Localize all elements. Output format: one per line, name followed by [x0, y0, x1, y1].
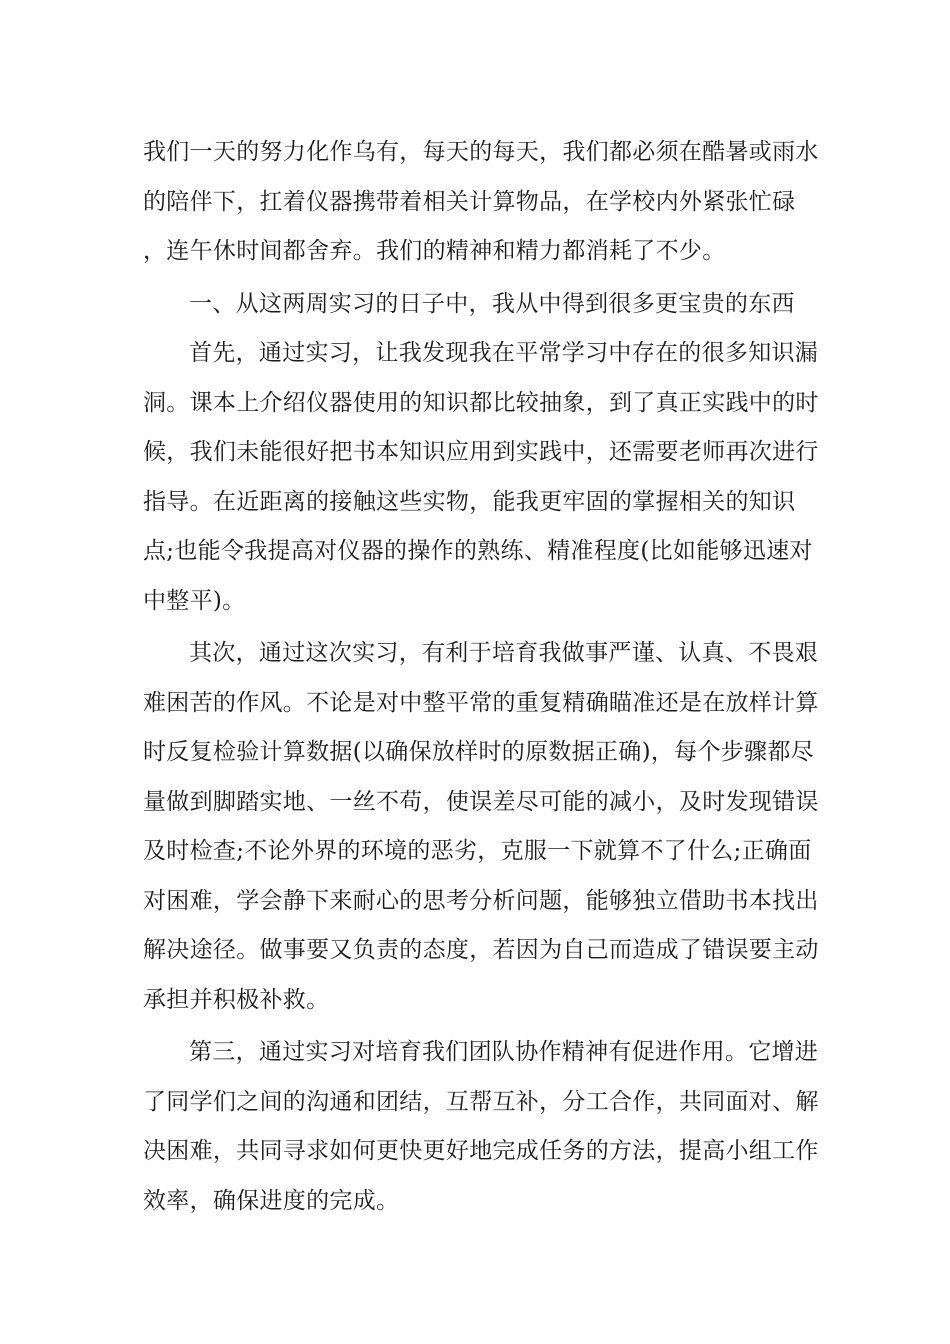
- paragraph-third: 第三，通过实习对培育我们团队协作精神有促进作用。它增进了同学们之间的沟通和团结，互帮互补，分工合作，共同面对、解决困难，共同寻求如何更快更好地完成任务的方法，提高小组工作效率，确保进度的完成。: [143, 1039, 819, 1214]
- paragraph-second: 其次，通过这次实习，有利于培育我做事严谨、认真、不畏艰难困苦的作风。不论是对中整平常的重复精确瞄准还是在放样计算时反复检验计算数据(以确保放样时的原数据正确)，每个步骤都尽量做到脚踏实地、一丝不苟，使误差尽可能的减小，及时发现错误及时检查;不论外界的环境的恶劣，克服一下就算不了什么;正确面对困难，学会静下来耐心的思考分析问题，能够独立借助书本找出解决途径。做事要又负责的态度，若因为自己而造成了错误要主动承担并积极补救。: [143, 640, 819, 1013]
- paragraph-first: 首先，通过实习，让我发现我在平常学习中存在的很多知识漏洞。课本上介绍仪器使用的知识都比较抽象，到了真正实践中的时候，我们未能很好把书本知识应用到实践中，还需要老师再次进行指导。在近距离的接触这些实物，能我更牢固的掌握相关的知识点;也能令我提高对仪器的操作的熟练、精准程度(比如能够迅速对中整平)。: [143, 340, 819, 614]
- section-heading: 一、从这两周实习的日子中，我从中得到很多更宝贵的东西: [189, 290, 795, 317]
- paragraph-continuation: 我们一天的努力化作乌有，每天的每天，我们都必须在酷暑或雨水的陪伴下，扛着仪器携带着相关计算物品，在学校内外紧张忙碌 ，连午休时间都舍弃。我们的精神和精力都消耗了不少。: [143, 139, 819, 264]
- document-body: [143, 128, 823, 1226]
